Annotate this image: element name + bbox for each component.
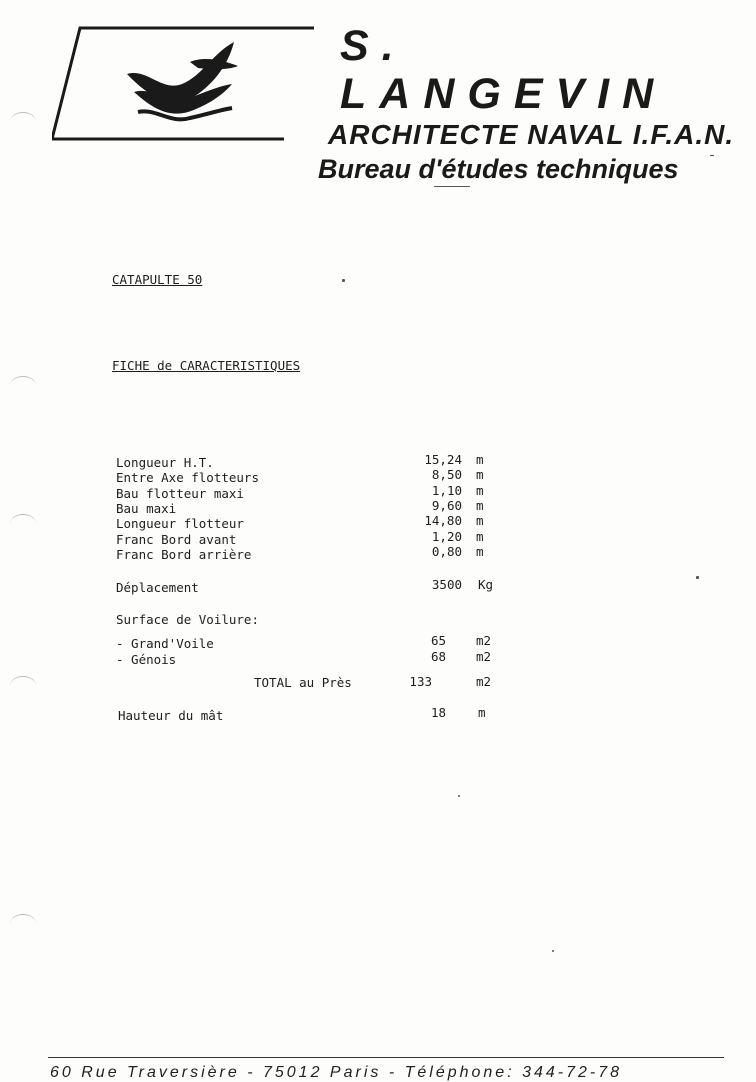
sail-area-heading: Surface de Voilure:: [116, 612, 259, 627]
sail-item-unit: m2: [476, 649, 492, 664]
spec-value: 9,60: [431, 498, 462, 513]
spec-value: 0,80: [431, 544, 462, 559]
spec-label: Longueur flotteur: [116, 516, 244, 531]
mast-value: 18: [430, 705, 446, 720]
spec-label: Bau flotteur maxi: [116, 486, 244, 501]
spec-unit: m: [476, 498, 484, 513]
spec-value: 15,24: [424, 452, 462, 467]
spec-unit: m: [476, 467, 484, 482]
spec-unit: m: [476, 529, 484, 544]
sail-item-value: 65: [430, 633, 446, 648]
scan-speck: [434, 186, 470, 187]
company-subtitle: ARCHITECTE NAVAL I.F.A.N.: [328, 119, 735, 150]
wave-logo-icon: [52, 26, 314, 141]
company-block: [316, 22, 746, 186]
punch-hole-mark: [10, 514, 36, 533]
sail-item-label: - Grand'Voile: [116, 636, 214, 651]
project-title: CATAPULTE 50: [112, 272, 203, 287]
displacement-unit: Kg: [478, 577, 494, 592]
punch-hole-mark: [10, 376, 36, 395]
spec-value: 1,10: [431, 483, 462, 498]
displacement-label: Déplacement: [116, 580, 199, 595]
sail-item-unit: m2: [476, 633, 492, 648]
sheet-title: FICHE de CARACTERISTIQUES: [112, 358, 301, 373]
spec-unit: m: [476, 452, 484, 467]
footer-address: 60 Rue Traversière - 75012 Paris - Téléphone: 344-72-78: [50, 1064, 623, 1081]
sail-item-label: - Génois: [116, 652, 177, 667]
spec-value: 1,20: [431, 529, 462, 544]
scan-speck: [710, 155, 714, 156]
scan-speck: [552, 950, 554, 952]
spec-label: Franc Bord arrière: [116, 547, 252, 562]
spec-unit: m: [476, 483, 484, 498]
spec-value: 8,50: [431, 467, 462, 482]
letterhead-logo: [52, 26, 314, 141]
scan-speck: [458, 795, 460, 797]
footer-divider: [48, 1057, 724, 1058]
scan-speck: [696, 576, 699, 579]
spec-unit: m: [476, 513, 484, 528]
punch-hole-mark: [10, 676, 36, 695]
spec-label: Bau maxi: [116, 501, 177, 516]
sail-total-value: 133: [409, 674, 432, 689]
spec-unit: m: [476, 544, 484, 559]
scan-speck: [342, 279, 345, 282]
displacement-value: 3500: [431, 577, 462, 592]
spec-label: Entre Axe flotteurs: [116, 470, 259, 485]
sail-total-unit: m2: [476, 674, 492, 689]
company-name: S. LANGEVIN: [340, 22, 667, 118]
company-tagline: Bureau d'études techniques: [318, 154, 679, 184]
spec-label: Longueur H.T.: [116, 455, 214, 470]
mast-label: Hauteur du mât: [118, 708, 224, 723]
sail-total-label: TOTAL au Près: [254, 675, 352, 690]
punch-hole-mark: [10, 914, 36, 933]
spec-label: Franc Bord avant: [116, 532, 237, 547]
spec-value: 14,80: [424, 513, 462, 528]
punch-hole-mark: [10, 112, 36, 131]
mast-unit: m: [478, 705, 486, 720]
sail-item-value: 68: [430, 649, 446, 664]
